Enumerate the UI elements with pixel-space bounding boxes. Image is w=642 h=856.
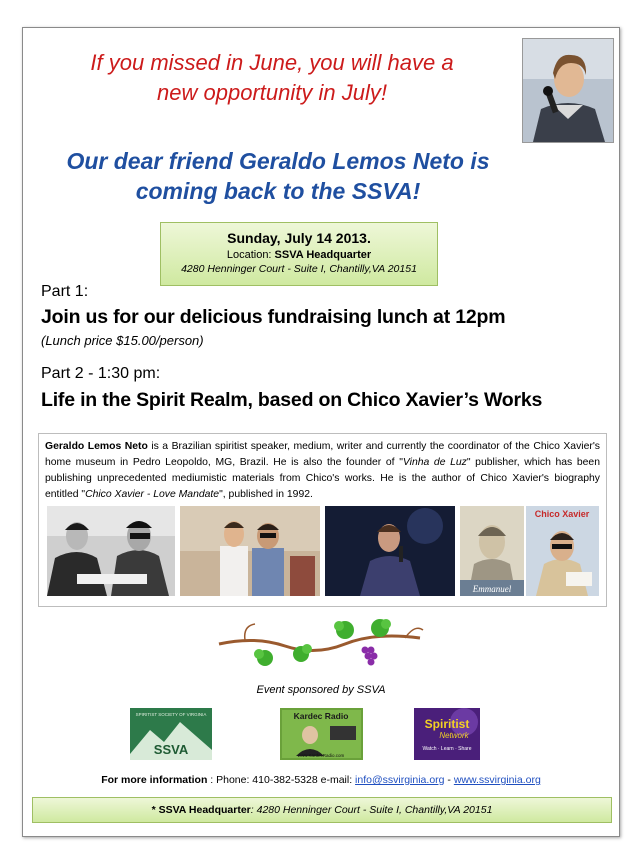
event-location: Location: SSVA Headquarter — [226, 249, 372, 261]
ssva-logo-small-text: SPIRITIST SOCIETY OF VIRGINIA — [135, 712, 207, 717]
kardec-radio-logo — [280, 708, 363, 760]
kardec-logo-text: Kardec Radio — [293, 711, 349, 721]
headline-line-2: new opportunity in July! — [157, 80, 387, 105]
contact-info: For more information : Phone: 410-382-5328 e-mail: info@ssvirginia.org - www.ssvirginia.org — [101, 774, 541, 786]
bio-text: Geraldo Lemos Neto is a Brazilian spiritist speaker, medium, writer and currently the coordinator of the Chico Xavier's home museum in Pedro Leopoldo, MG, Brazil. He is also the founder of "Vinha de Luz" publisher, which has been publishing unprecedented mediumistic materials from Chico's works. He is the author of Chico Xavier's biography entitled "Chico Xavier - Love Mandate", published in 1992. — [45, 441, 600, 500]
part1-title: Join us for our delicious fundraising lunch at 12pm — [41, 306, 506, 328]
website-link[interactable]: www.ssvirginia.org — [453, 774, 541, 786]
event-date-box — [160, 222, 438, 286]
spiritist-network-logo — [414, 708, 480, 760]
spiritist-logo-text-1: Spiritist — [424, 717, 470, 731]
chico-caption: Chico Xavier — [534, 509, 590, 519]
event-date: Sunday, July 14 2013. — [227, 230, 371, 246]
photo-emmanuel — [460, 506, 524, 596]
kardec-logo-url: www.KardecRadio.com — [297, 753, 345, 758]
bio-box — [38, 433, 607, 607]
part1-label: Part 1: — [41, 283, 89, 300]
photo-group — [180, 506, 320, 596]
part2-label: Part 2 - 1:30 pm: — [41, 365, 161, 382]
ssva-logo — [130, 708, 212, 760]
part2-title: Life in the Spirit Realm, based on Chico Xavier’s Works — [41, 389, 543, 411]
subheadline-line-1: Our dear friend Geraldo Lemos Neto is — [66, 148, 490, 174]
photo-speaker-stage — [325, 506, 455, 596]
sponsor-text: Event sponsored by SSVA — [256, 684, 386, 696]
grape-vine-decoration — [215, 616, 427, 676]
headline — [32, 48, 512, 108]
photo-chico-xavier — [526, 506, 599, 596]
footer-address-bar: * SSVA Headquarter: 4280 Henninger Court - Suite I, Chantilly,VA 20151 — [32, 797, 612, 823]
event-address: 4280 Henninger Court - Suite I, Chantilly,VA 20151 — [181, 263, 417, 275]
ssva-logo-text: SSVA — [153, 742, 189, 757]
subheadline-line-2: coming back to the SSVA! — [135, 178, 421, 204]
spiritist-logo-tagline: Watch · Learn · Share — [422, 746, 472, 752]
lunch-price: (Lunch price $15.00/person) — [41, 333, 204, 348]
spiritist-logo-text-2: Network — [439, 731, 469, 740]
emmanuel-caption: Emmanuel — [472, 584, 512, 594]
speaker-photo — [522, 38, 614, 143]
subheadline — [48, 146, 508, 206]
photo-chico-writing — [47, 506, 175, 596]
headline-line-1: If you missed in June, you will have a — [90, 50, 454, 75]
email-link[interactable]: info@ssvirginia.org — [355, 774, 445, 786]
